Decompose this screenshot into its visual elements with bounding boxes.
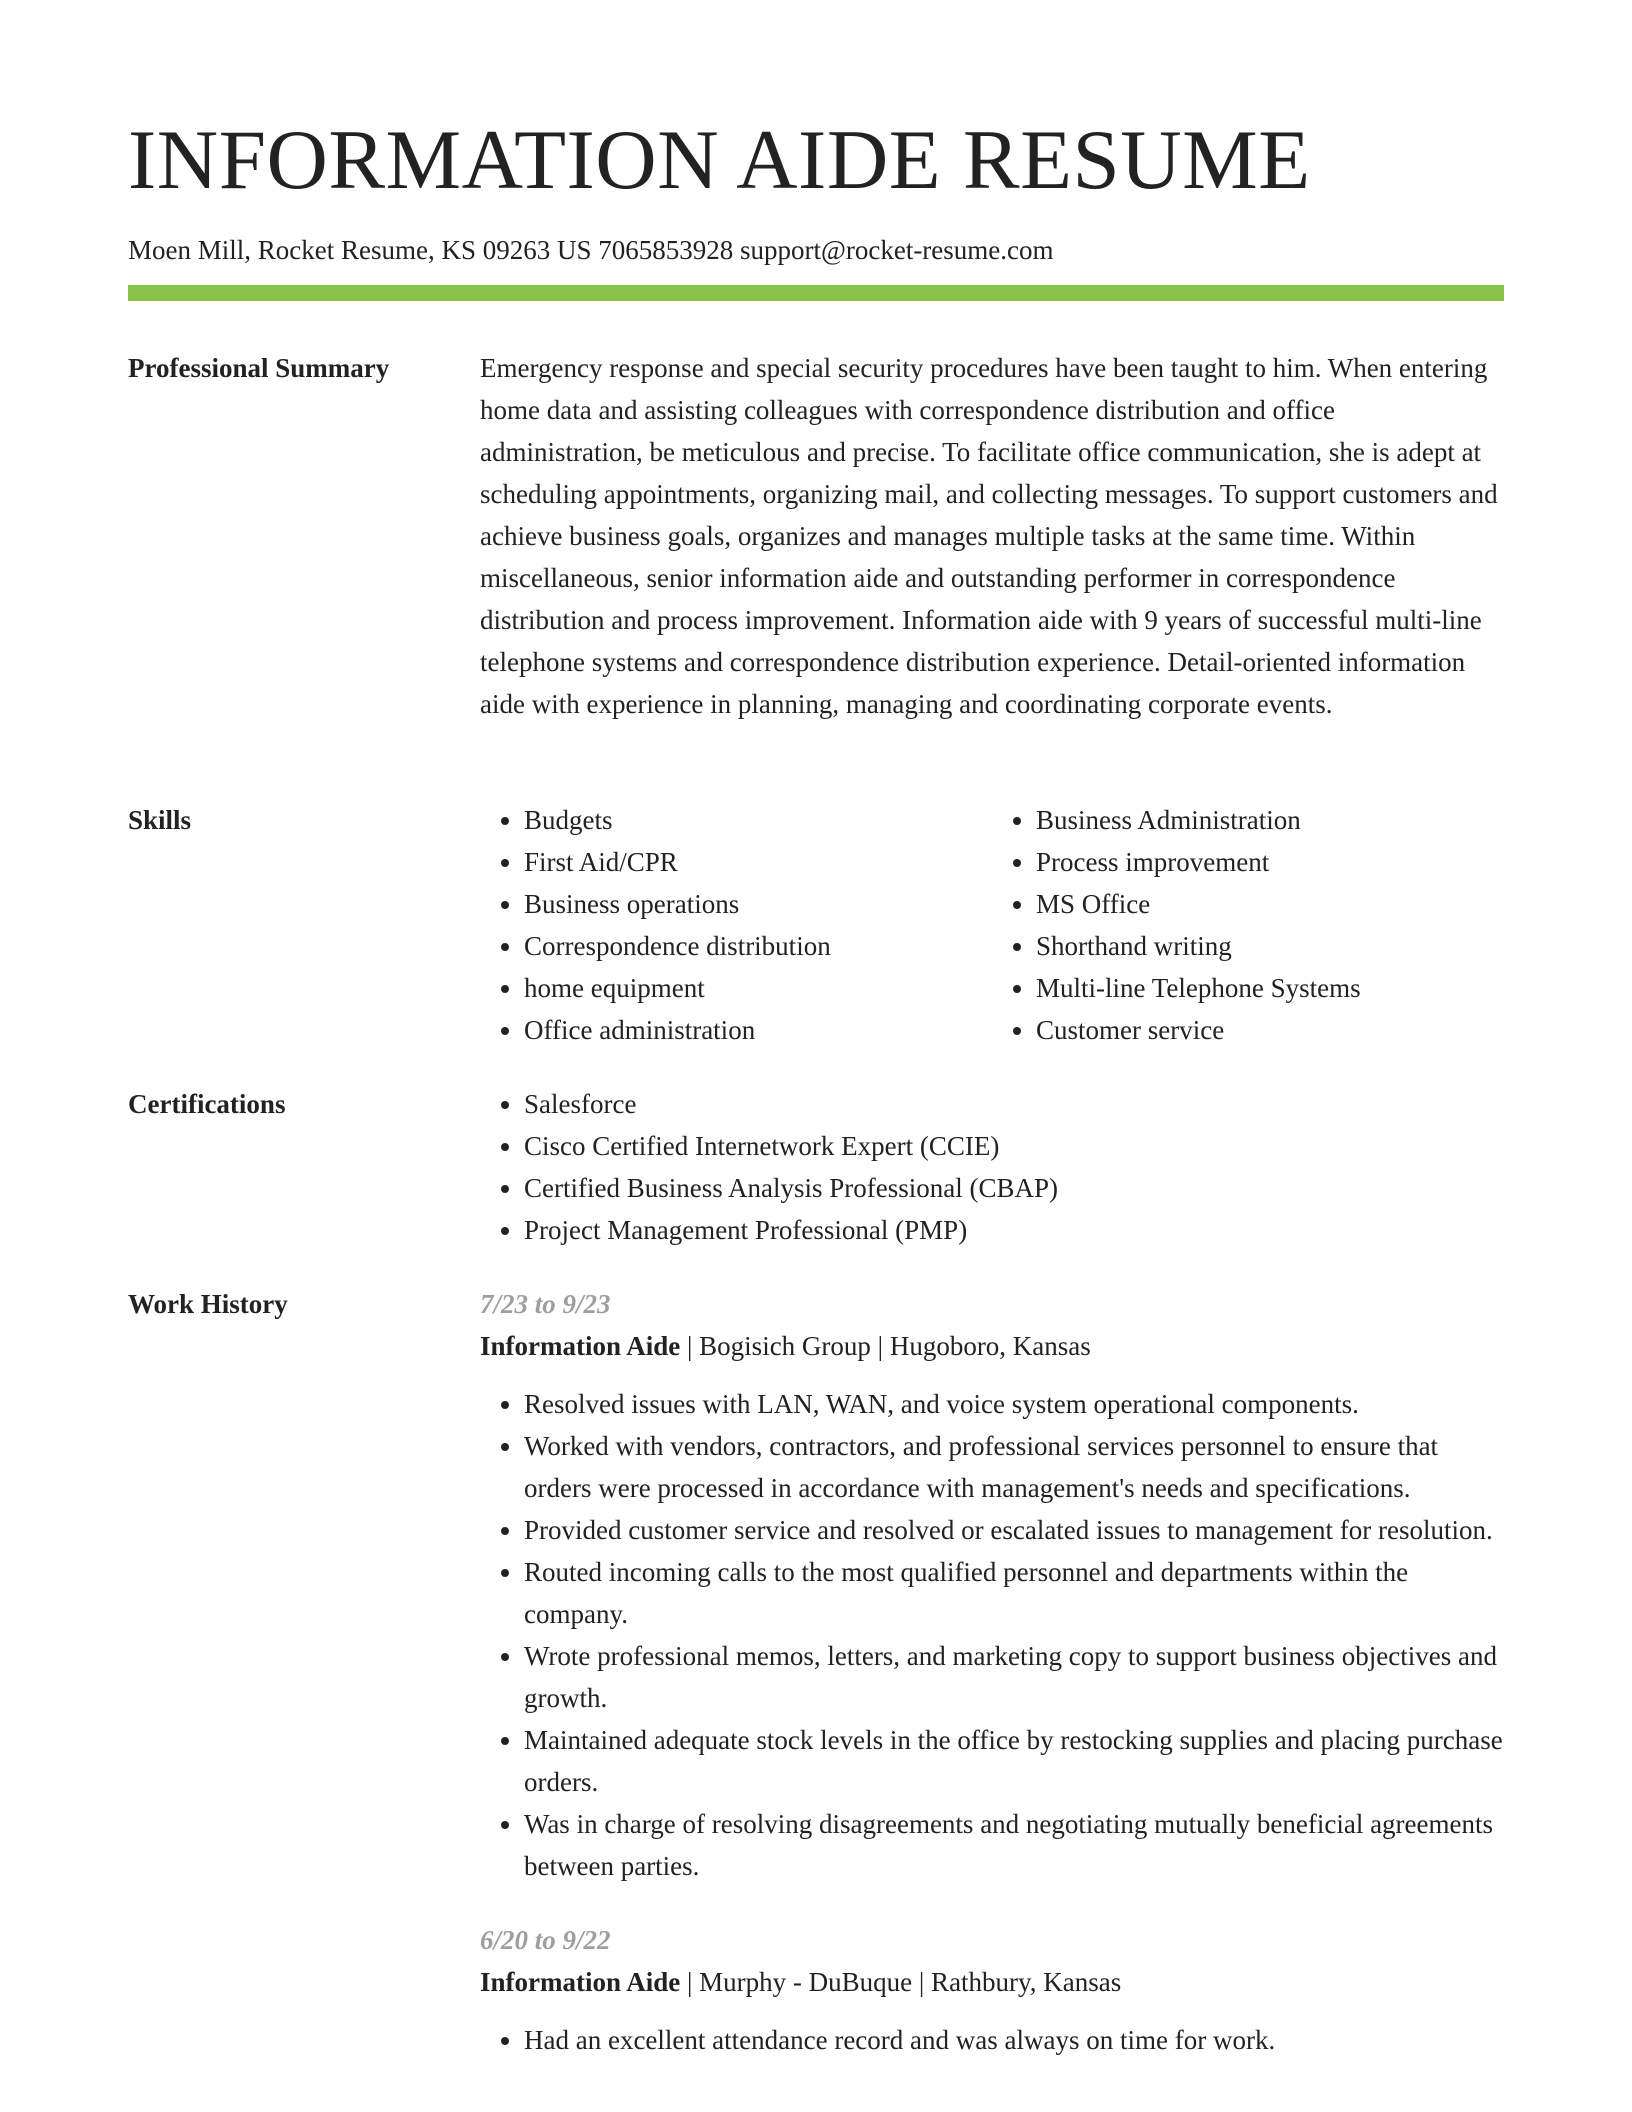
skill-item: • Process improvement: [1036, 841, 1504, 883]
job-bullet: • Routed incoming calls to the most qualified personnel and departments within the company.: [524, 1551, 1504, 1635]
certifications-list: [480, 1083, 1504, 1251]
skill-item: • MS Office: [1036, 883, 1504, 925]
skill-item: • First Aid/CPR: [524, 841, 992, 883]
work-history-body: [480, 1283, 1504, 2061]
job-entry: [480, 1283, 1504, 1887]
section-title-summary: Professional Summary: [128, 353, 390, 383]
job-heading: [480, 1325, 1504, 1367]
certification-item: • Project Management Professional (PMP): [524, 1209, 1504, 1251]
skill-item: • Multi-line Telephone Systems: [1036, 967, 1504, 1009]
job-title: Information Aide: [480, 1331, 681, 1361]
section-title-skills: Skills: [128, 805, 192, 835]
certification-item: • Cisco Certified Internetwork Expert (CCIE): [524, 1125, 1504, 1167]
skill-item: • Business Administration: [1036, 799, 1504, 841]
resume-title: INFORMATION AIDE RESUME: [128, 113, 1311, 207]
summary-text: Emergency response and special security procedures have been taught to him. When entering home data and assisting colleagues with correspondence distribution and office administration, be meticulous and precise. To facilitate office communication, she is adept at scheduling appointments, organizing mail, and collecting messages. To support customers and achieve business goals, organizes and manages multiple tasks at the same time. Within miscellaneous, senior information aide and outstanding performer in correspondence distribution and process improvement. Information aide with 9 years of successful multi-line telephone systems and correspondence distribution experience. Detail-oriented information aide with experience in planning, managing and coordinating corporate events.: [480, 353, 1498, 719]
certification-item: • Certified Business Analysis Professional (CBAP): [524, 1167, 1504, 1209]
job-dates: 6/20 to 9/22: [480, 1925, 611, 1955]
skills-list-left: [480, 799, 992, 1051]
job-bullet: • Wrote professional memos, letters, and marketing copy to support business objectives and growth.: [524, 1635, 1504, 1719]
summary-body: [480, 347, 1504, 725]
job-bullet: • Maintained adequate stock levels in the office by restocking supplies and placing purchase orders.: [524, 1719, 1504, 1803]
skill-item: • home equipment: [524, 967, 992, 1009]
job-company-location: | Bogisich Group | Hugoboro, Kansas: [680, 1331, 1091, 1361]
job-title: Information Aide: [480, 1967, 681, 1997]
contact-line: Moen Mill, Rocket Resume, KS 09263 US 7065853928 support@rocket-resume.com: [128, 235, 1054, 265]
job-bullet: • Was in charge of resolving disagreements and negotiating mutually beneficial agreements between parties.: [524, 1803, 1504, 1887]
skill-item: • Office administration: [524, 1009, 992, 1051]
job-heading: [480, 1961, 1504, 2003]
skill-item: • Budgets: [524, 799, 992, 841]
job-bullet: • Provided customer service and resolved or escalated issues to management for resolution.: [524, 1509, 1504, 1551]
header-divider: [128, 285, 1504, 301]
job-bullet: • Had an excellent attendance record and was always on time for work.: [524, 2019, 1504, 2061]
job-dates: 7/23 to 9/23: [480, 1289, 611, 1319]
certification-item: • Salesforce: [524, 1083, 1504, 1125]
job-bullets: [480, 1383, 1504, 1887]
skills-list-right: [992, 799, 1504, 1051]
skill-item: • Business operations: [524, 883, 992, 925]
job-bullets: [480, 2019, 1504, 2061]
skill-item: • Customer service: [1036, 1009, 1504, 1051]
job-bullet: • Worked with vendors, contractors, and professional services personnel to ensure that orders were processed in accordance with management's needs and specifications.: [524, 1425, 1504, 1509]
skill-item: • Correspondence distribution: [524, 925, 992, 967]
skills-body: [480, 799, 1504, 1051]
certifications-body: [480, 1083, 1504, 1251]
section-title-certifications: Certifications: [128, 1089, 286, 1119]
job-entry: [480, 1919, 1504, 2061]
job-company-location: | Murphy - DuBuque | Rathbury, Kansas: [680, 1967, 1122, 1997]
job-bullet: • Resolved issues with LAN, WAN, and voice system operational components.: [524, 1383, 1504, 1425]
section-title-work-history: Work History: [128, 1289, 288, 1319]
skill-item: • Shorthand writing: [1036, 925, 1504, 967]
